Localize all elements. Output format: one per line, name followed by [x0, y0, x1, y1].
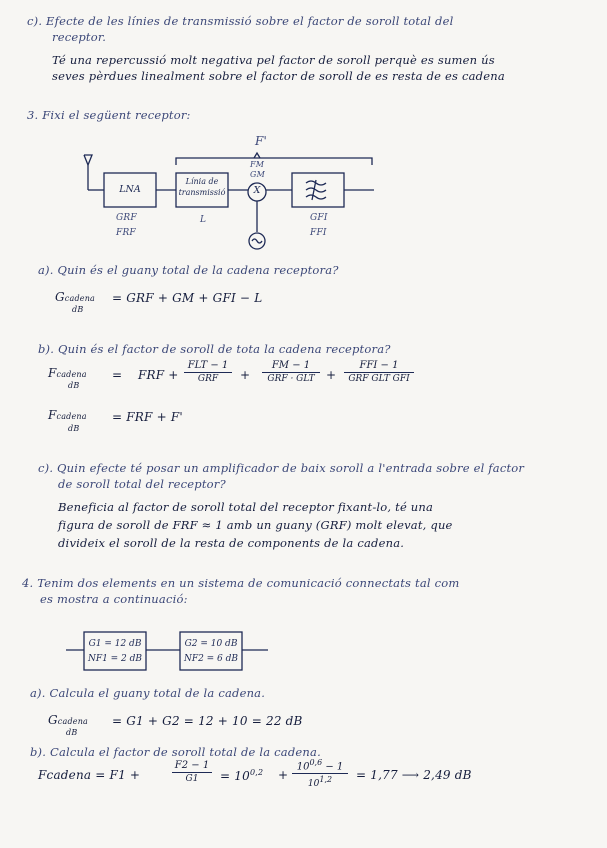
- q3c-question-line1: c). Efecte de les línies de transmissió sobre el factor de soroll total del: [27, 14, 454, 28]
- q4a-rhs: = G1 + G2 = 12 + 10 = 22 dB: [112, 714, 303, 728]
- element-1-nf: NF1 = 2 dB: [87, 654, 143, 664]
- q3b-fraction-1: FLT − 1 GRF: [184, 360, 232, 384]
- q3c2-answer-line3: divideix el soroll de la resta de components de la cadena.: [58, 536, 405, 550]
- element-2-label: [180, 637, 242, 667]
- q4b-fraction-2: $\frac{10^{0,6} - 1}{10^{1,2}}$: [292, 758, 348, 789]
- q3b-question: b). Quin és el factor de soroll de tota la cadena receptora?: [38, 342, 391, 356]
- q4a-lhs: Gcadena: [48, 713, 89, 727]
- element-2-nf: NF2 = 6 dB: [183, 654, 239, 664]
- q3b2-lhs: Fcadena: [48, 408, 87, 422]
- q4b-exp-1: 0,2: [249, 768, 264, 777]
- grf-label: GRF: [116, 213, 137, 223]
- transmission-line-label-1: Línia de: [185, 177, 219, 186]
- q3a-lhs: Gcadena: [55, 290, 96, 304]
- frf-label: FRF: [116, 228, 136, 238]
- q3b-eq: =: [112, 368, 123, 382]
- q3c2-question-line2: de soroll total del receptor?: [58, 477, 226, 491]
- transmission-line-label-2: transmissió: [178, 188, 226, 197]
- l-label: L: [200, 215, 207, 225]
- gm-label: GM: [250, 170, 265, 179]
- element-1-gain: G1 = 12 dB: [88, 639, 142, 649]
- q4b-term-10: = $10^{0,2}$: [220, 768, 264, 783]
- q3b2-lhs-unit: dB: [68, 424, 80, 433]
- q3b-lhs-unit: dB: [68, 381, 80, 390]
- lna-label: LNA: [119, 184, 141, 195]
- q3c2-question-line1: c). Quin efecte té posar un amplificador de baix soroll a l'entrada sobre el factor: [38, 461, 525, 475]
- mixer-label: X: [253, 185, 261, 196]
- fm-label: FM: [250, 160, 265, 169]
- q3b-plus-1: +: [240, 368, 251, 382]
- q3c-question-line2: receptor.: [52, 30, 107, 44]
- q3a-question: a). Quin és el guany total de la cadena receptora?: [38, 263, 339, 277]
- q4a-lhs-unit: dB: [66, 728, 78, 737]
- q4b-lhs: Fcadena = F1 +: [38, 768, 141, 782]
- q4b-plus: +: [278, 768, 289, 782]
- q3b-fraction-2: FM − 1 GRF · GLT: [262, 360, 320, 384]
- q3c2-answer-line2: figura de soroll de FRF ≈ 1 amb un guany (GRF) molt elevat, que: [58, 518, 453, 532]
- q3a-rhs: = GRF + GM + GFI − L: [112, 291, 263, 305]
- q3a-lhs-unit: dB: [72, 305, 84, 314]
- q3b-lhs: Fcadena: [48, 366, 87, 380]
- element-1-label: [84, 637, 146, 667]
- q4b-question: b). Calcula el factor de soroll total de la cadena.: [30, 745, 321, 759]
- element-2-gain: G2 = 10 dB: [184, 639, 238, 649]
- q3c-answer-line2: seves pèrdues linealment sobre el factor de soroll de es resta de es cadena: [52, 69, 505, 83]
- q3b-plus-2: +: [326, 368, 337, 382]
- q4b-result: = 1,77 ⟶ 2,49 dB: [356, 768, 472, 782]
- q3b-fraction-3: FFI − 1 GRF GLT GFI: [344, 360, 414, 384]
- q3b2-rhs: = FRF + F': [112, 410, 183, 424]
- q4b-fraction-1: $\frac{F2 - 1}{G1}$: [172, 760, 212, 784]
- q3-title: 3. Fixi el següent receptor:: [27, 108, 191, 122]
- q3c2-answer-line1: Beneficia al factor de soroll total del receptor fixant-lo, té una: [58, 500, 434, 514]
- gfi-label: GFI: [310, 213, 328, 223]
- q3c-answer-line1: Té una repercussió molt negativa pel factor de soroll perquè es sumen ús: [52, 53, 495, 67]
- ffi-label: FFI: [310, 228, 327, 238]
- q4a-question: a). Calcula el guany total de la cadena.: [30, 686, 266, 700]
- q3b-term1: FRF +: [138, 368, 179, 382]
- f-prime-label: F': [255, 134, 268, 148]
- q4-title-line2: es mostra a continuació:: [40, 592, 188, 606]
- q4-title-line1: 4. Tenim dos elements en un sistema de comunicació connectats tal com: [22, 576, 460, 590]
